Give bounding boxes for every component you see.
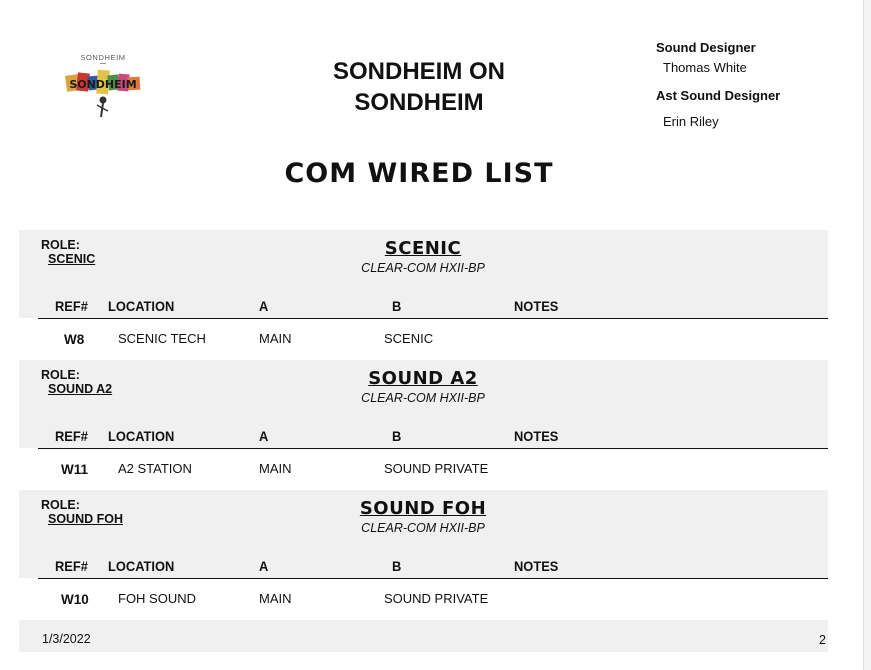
section-scenic: [19, 230, 828, 360]
col-notes: NOTES: [514, 428, 559, 444]
col-notes: NOTES: [514, 558, 559, 574]
col-b: B: [392, 558, 402, 574]
show-logo: [62, 48, 144, 122]
cell-b: SOUND PRIVATE: [384, 591, 489, 606]
col-a: A: [259, 558, 269, 574]
cell-ref: W8: [64, 332, 85, 347]
staff-role-sound-designer: Sound Designer: [656, 40, 756, 55]
cell-ref: W11: [61, 462, 89, 477]
role-label: ROLE:: [41, 498, 80, 512]
col-b: B: [392, 428, 402, 444]
header-rule: [38, 318, 828, 319]
col-location: LOCATION: [108, 428, 175, 444]
staff-name-sound-designer: Thomas White: [663, 60, 747, 75]
cell-location: SCENIC TECH: [118, 331, 206, 346]
col-location: LOCATION: [108, 298, 175, 314]
section-device: CLEAR-COM HXII-BP: [361, 521, 485, 535]
role-label: ROLE:: [41, 238, 80, 252]
col-notes: NOTES: [514, 298, 559, 314]
col-a: A: [259, 428, 269, 444]
page-footer: [19, 620, 828, 652]
cell-b: SCENIC: [384, 331, 434, 346]
staff-credits: [656, 40, 856, 136]
page-edge: [863, 0, 871, 670]
section-device: CLEAR-COM HXII-BP: [361, 261, 485, 275]
cell-a: MAIN: [259, 331, 292, 346]
col-ref: REF#: [55, 298, 88, 314]
section-device: CLEAR-COM HXII-BP: [361, 391, 485, 405]
header-rule: [38, 448, 828, 449]
section-title: SOUND FOH: [359, 498, 487, 519]
section-sound-foh: [19, 490, 828, 620]
col-a: A: [259, 298, 269, 314]
cell-a: MAIN: [259, 461, 292, 476]
col-ref: REF#: [55, 428, 88, 444]
staff-entry: [656, 88, 856, 136]
col-location: LOCATION: [108, 558, 175, 574]
role-value: SOUND FOH: [48, 512, 123, 526]
staff-role-asst-sound-designer: Ast Sound Designer: [656, 88, 781, 103]
logo-caption: SONDHEIM: [80, 53, 126, 62]
logo-word: SONDHEIM: [69, 78, 137, 91]
cell-b: SOUND PRIVATE: [384, 461, 489, 476]
section-title: SCENIC: [384, 238, 462, 259]
staff-name-asst-sound-designer: Erin Riley: [663, 114, 719, 129]
role-label: ROLE:: [41, 368, 80, 382]
col-b: B: [392, 298, 402, 314]
cell-location: FOH SOUND: [118, 591, 196, 606]
section-sound-a2: [19, 360, 828, 490]
staff-entry: [656, 40, 856, 88]
section-title: SOUND A2: [368, 368, 478, 389]
document-title: COM WIRED LIST: [284, 158, 554, 189]
cell-a: MAIN: [259, 591, 292, 606]
role-value: SOUND A2: [48, 382, 113, 396]
cell-location: A2 STATION: [118, 461, 192, 476]
footer-date: 1/3/2022: [42, 632, 91, 646]
show-title: SONDHEIM ON SONDHEIM: [332, 58, 505, 116]
header-rule: [38, 578, 828, 579]
col-ref: REF#: [55, 558, 88, 574]
role-value: SCENIC: [48, 252, 96, 266]
page-number: 2: [819, 633, 826, 647]
cell-ref: W10: [61, 592, 89, 607]
